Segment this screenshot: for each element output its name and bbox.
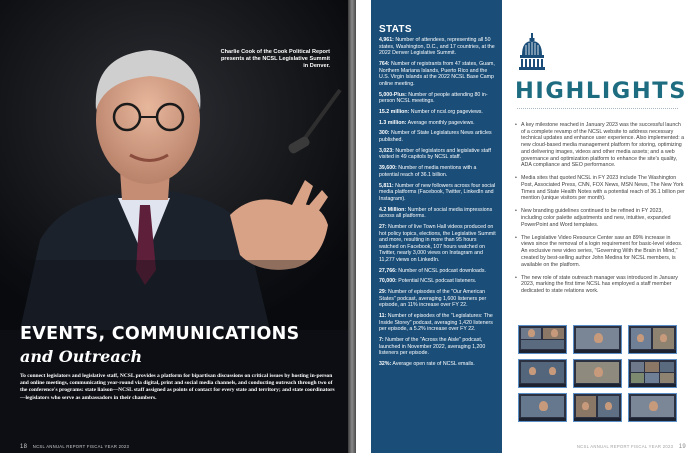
stat-value: 4,961: [379, 37, 394, 43]
left-footer [20, 444, 129, 450]
stat-value: 3,023: [379, 147, 394, 154]
intro-paragraph: To connect legislators and legislative staff, NCSL provides a platform for bipartisan discussions on critical issues by hosting in-person and online meetings, communicating year-round via digital, print and social media channels, and conducting outreach through two of the conference's programs: state liaison—NCSL staff assigned as points of contact for every state and territory; and state coordinators—legislators who serve as ambassadors in their chambers. [20, 373, 335, 401]
stat-item [379, 120, 496, 127]
stat-value: 1.3 million: [379, 119, 407, 126]
stat-item [379, 361, 496, 368]
stat-text: Number of legislators and legislative staff visited in 49 capitols by NCSL staff. [379, 147, 491, 161]
stat-value: 39,600: [379, 165, 397, 172]
highlight-item: • The new role of state outreach manager was introduced in January 2023, marking the first time NCSL has employed a staff member dedicated to state relations work. [515, 275, 685, 295]
stats-heading: STATS [379, 24, 412, 35]
video-screenshot [628, 393, 677, 422]
stat-value: 70,000: [379, 278, 397, 285]
stat-text: Number of new followers across four social media platforms (Facebook, Twitter, LinkedIn and Instagram). [379, 182, 496, 202]
stat-text: Average open rate of NCSL emails. [391, 361, 475, 368]
stat-value: 27: [379, 223, 387, 230]
stat-value: 5,811: [379, 182, 394, 189]
stats-sidebar [371, 0, 502, 453]
video-screenshot [628, 325, 677, 354]
stat-item [379, 165, 496, 178]
photo-caption: Charlie Cook of the Cook Political Report presents at the NCSL Legislative Summit in Denver. [220, 49, 330, 69]
stat-item [379, 207, 496, 220]
highlight-item: • A key milestone reached in January 2023 was the successful launch of a complete revamp of the NCSL website to address necessary technical updates and enhance user experience. Also implemented: a new cloud-based media management platform for storing, optimizing and delivering images, videos and other media assets; and a web governance and optimization platform to enhance the site's quality, ADA compliance and SEO performance. [515, 122, 685, 169]
stat-text: Number of attendees, representing all 50 states, Washington, D.C., and 17 countries, at the 2022 Denver Legislative Summit. [379, 37, 495, 57]
page-number-right: 19 [678, 444, 686, 450]
stat-value: 11: [379, 313, 387, 320]
right-footer [577, 444, 686, 450]
stat-value: 5,000-Plus: [379, 91, 407, 98]
left-footer-text: NCSL ANNUAL REPORT FISCAL YEAR 2023 [32, 444, 130, 449]
highlight-item: • The Legislative Video Resource Center saw an 89% increase in views since the removal of a login requirement for basic-level videos. An exclusive new video series, "Governing With the Brain in Mind," created by best-selling author John Medina for NCSL members, is available on the platform. [515, 235, 685, 269]
stats-list [379, 37, 496, 368]
stat-item [379, 337, 496, 357]
stat-text: Average monthly pageviews. [406, 119, 475, 126]
stat-value: 300: [379, 130, 390, 137]
stat-item [379, 130, 496, 143]
stat-item [379, 148, 496, 161]
stat-text: Number of media mentions with a potential reach of 36.1 billion. [379, 165, 477, 178]
divider [517, 108, 678, 109]
stat-text: Number of NCSL podcast downloads. [396, 267, 486, 274]
stat-text: Number of social media impressions across all platforms. [379, 206, 493, 220]
video-screenshot [518, 359, 567, 388]
right-page [356, 0, 700, 453]
stat-item [379, 224, 496, 264]
stat-text: Number of episodes of the "Our American States" podcast, averaging 1,600 listeners per episode, an 11% increase over FY 22. [379, 289, 487, 309]
video-screenshot [518, 393, 567, 422]
stat-item [379, 109, 496, 116]
stat-item [379, 37, 496, 57]
stat-item [379, 278, 496, 285]
stat-text: Number of live Town Hall videos produced on hot policy topics, elections, the Legislative Summit and more, resulting in more than 95 hours watched on Facebook, 107 hours watched on Twitter, nearly 3,000 views on Instagram and 11,277 views on LinkedIn. [379, 223, 496, 263]
highlight-item: • Media sites that quoted NCSL in FY 2023 include The Washington Post, Associated Press, CNN, FOX News, MSN News, The New York Times and State Health Notes with a potential reach of 36.1 billion per mention (unique visitors per month). [515, 175, 685, 202]
stat-text: Number of State Legislatures News articles published. [379, 130, 492, 144]
left-page [0, 0, 348, 453]
stat-item [379, 92, 496, 105]
stat-text: Number of people attending 80 in-person NCSL meetings. [379, 91, 488, 105]
video-screenshot [628, 359, 677, 388]
highlight-item: • New branding guidelines continued to be refined in FY 2023, including color palette adjustments and new, intuitive, expanded PowerPoint and Word templates. [515, 208, 685, 228]
highlights-list [515, 122, 685, 301]
book-spine [348, 0, 356, 453]
video-screenshot [573, 393, 622, 422]
right-footer-text: NCSL ANNUAL REPORT FISCAL YEAR 2023 [576, 444, 674, 449]
page-number-left: 18 [20, 444, 28, 450]
video-screenshot [573, 325, 622, 354]
capitol-dome-icon [519, 33, 545, 71]
stat-text: Potential NCSL podcast listeners. [396, 278, 477, 285]
stat-text: Number of the "Across the Aisle" podcast, launched in November 2022, averaging 1,200 listeners per episode. [379, 337, 486, 357]
stat-item [379, 313, 496, 333]
video-screenshot [573, 359, 622, 388]
stat-text: Number of ncsl.org pageviews. [409, 108, 483, 115]
stat-value: 32%: [379, 361, 392, 368]
stat-item [379, 268, 496, 275]
stat-value: 15.2 million: [379, 108, 410, 115]
stat-value: 27,766: [379, 267, 397, 274]
stat-value: 29: [379, 289, 387, 296]
stat-value: 7: [379, 337, 384, 344]
stat-value: 4.2 Million: [379, 206, 407, 213]
stat-value: 764: [379, 60, 390, 67]
video-screenshot [518, 325, 567, 354]
stat-item [379, 183, 496, 203]
stat-item [379, 289, 496, 309]
stat-text: Number of episodes of the "Legislatures: The Inside Storey" podcast, averaging 1,420 listeners per episode, a 5.2% increase over FY 22. [379, 313, 493, 333]
section-subtitle: and Outreach [20, 347, 143, 366]
stat-text: Number of registrants from 47 states, Guam, Northern Mariana Islands, Puerto Rico and the U.S. Virgin Islands at the 2022 NCSL Base Camp online meeting. [379, 60, 495, 87]
section-title: EVENTS, COMMUNICATIONS [20, 324, 300, 344]
stat-item [379, 61, 496, 87]
highlights-title: HIGHLIGHTS [515, 78, 688, 104]
